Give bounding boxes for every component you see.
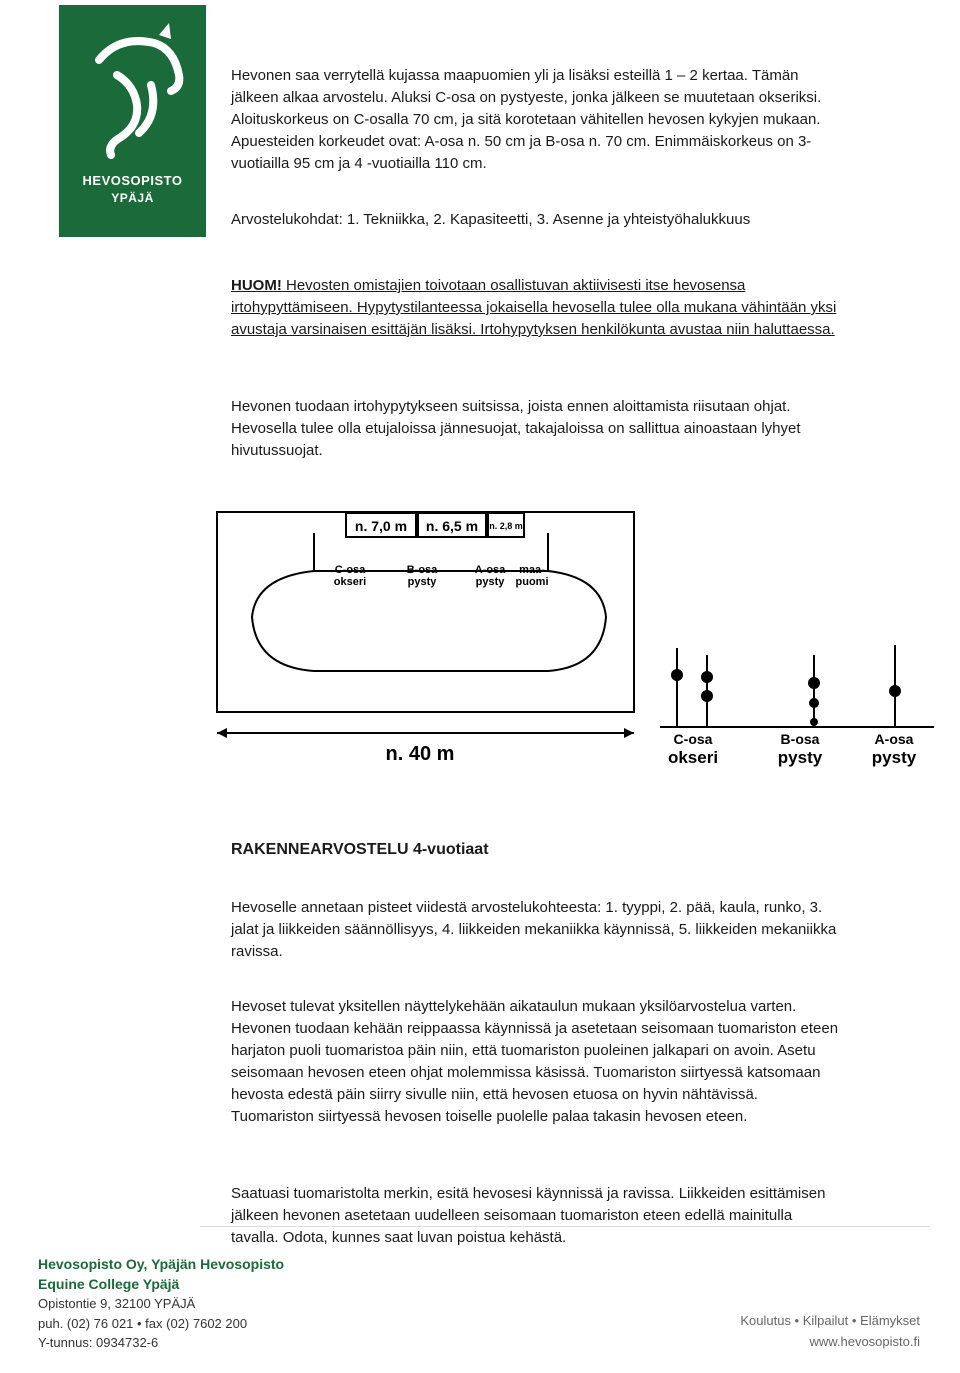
- c-part-label-2: okseri: [333, 576, 367, 588]
- footer-phone: puh. (02) 76 021 • fax (02) 7602 200: [38, 1315, 248, 1331]
- footer-divider: [200, 1226, 930, 1227]
- section-heading: RAKENNEARVOSTELU 4-vuotiaat: [231, 841, 489, 858]
- arena-outline: [217, 512, 634, 712]
- footer-business-id: Y-tunnus: 0934732-6: [38, 1335, 159, 1350]
- jump-a-label-1: A-osa: [874, 731, 914, 747]
- jump-c-label-2: okseri: [667, 748, 719, 767]
- footer-org-name: Hevosopisto Oy, Ypäjän Hevosopisto: [38, 1256, 285, 1272]
- huom-text: Hevosten omistajien toivotaan osallistuvan aktiivisesti itse hevosensa irtohypyttämiseen. Hypytystilanteessa jokaisella hevosella tulee olla mukana vähintään yksi avustaja varsinaisen esittäjän lisäksi. Irtohypytyksen henkilökunta avustaa niin haluttaessa.: [231, 277, 837, 338]
- huom-label: HUOM!: [231, 277, 282, 294]
- intro-paragraph: Hevonen saa verrytellä kujassa maapuomien yli ja lisäksi esteillä 1 – 2 kertaa. Tämän jälkeen alkaa arvostelu. Aluksi C-osa on pystyeste, jonka jälkeen se muutetaan okseriksi. Aloituskorkeus on C-osalla 70 cm, ja sitä korotetaan vähitellen hevosen kykyjen mukaan. Apuesteiden korkeudet ovat: A-osa n. 50 cm ja B-osa n. 70 cm. Enimmäiskorkeus on 3-vuotiailla 95 cm ja 4 -vuotiailla 110 cm.: [231, 67, 822, 172]
- b-part-label-2: pysty: [407, 576, 437, 588]
- arrow-right-icon: [624, 728, 634, 738]
- c-part-label-1: C-osa: [334, 564, 366, 576]
- jumping-lane-diagram: [210, 505, 940, 775]
- jump-c-label-1: C-osa: [673, 731, 713, 747]
- distance-2: n. 6,5 m: [425, 518, 479, 534]
- a-part-label-1: A-osa: [474, 564, 506, 576]
- distance-1: n. 7,0 m: [354, 518, 408, 534]
- ground-pole-label-2: puomi: [515, 576, 549, 588]
- huom-paragraph: [231, 275, 841, 341]
- distance-3: n. 2,8 m: [489, 521, 523, 531]
- jump-a-label-2: pysty: [871, 748, 917, 767]
- footer-contact: [38, 1255, 284, 1353]
- logo: [59, 5, 206, 237]
- logo-text-line2: YPÄJÄ: [111, 191, 154, 205]
- jump-b-label-2: pysty: [777, 748, 823, 767]
- jump-b-label-1: B-osa: [780, 731, 820, 747]
- b-part-label-1: B-osa: [406, 564, 438, 576]
- ground-pole-label-1: maa-: [519, 564, 545, 576]
- evaluation-criteria: Arvostelukohdat: 1. Tekniikka, 2. Kapasiteetti, 3. Asenne ja yhteistyöhalukkuus: [231, 211, 751, 228]
- footer-branding: [740, 1310, 920, 1352]
- footer-website[interactable]: www.hevosopisto.fi: [809, 1334, 920, 1349]
- length-label: n. 40 m: [385, 743, 455, 765]
- ring-procedure-paragraph: Hevoset tulevat yksitellen näyttelykehään aikataulun mukaan yksilöarvostelua varten. Hevonen tuodaan kehään reippaassa käynnissä ja asetetaan seisomaan tuomariston eteen harjaton puoli tuomaristoa päin niin, että tuomariston puoleinen jalkapari on avoin. Asetu seisomaan hevosen eteen ohjat molemmissa käsissä. Tuomariston siirtyessä katsomaan hevosta edestä päin siirry sivulle niin, että hevosen etuosa on hyvin nähtävissä. Tuomariston siirtyessä hevosen toiselle puolelle palaa takasin hevosen eteen.: [231, 998, 839, 1125]
- arrow-left-icon: [217, 728, 227, 738]
- scoring-paragraph: Hevoselle annetaan pisteet viidestä arvostelukohteesta: 1. tyyppi, 2. pää, kaula, runko, 3. jalat ja liikkeiden säännöllisyys, 4. liikkeiden mekaniikka käynnissä, 5. liikkeiden mekaniikka ravissa.: [231, 899, 837, 960]
- a-part-label-2: pysty: [475, 576, 505, 588]
- movement-paragraph: Saatuasi tuomaristolta merkin, esitä hevosesi käynnissä ja ravissa. Liikkeiden esittämisen jälkeen hevonen asetetaan uudelleen seisomaan tuomariston eteen edellä mainitulla tavalla. Odota, kunnes saat luvan poistua kehästä.: [231, 1185, 826, 1246]
- logo-text-line1: HEVOSOPISTO: [82, 173, 183, 188]
- footer-tagline: Koulutus • Kilpailut • Elämykset: [740, 1313, 920, 1328]
- footer-org-name-en: Equine College Ypäjä: [38, 1275, 180, 1292]
- footer-address: Opistontie 9, 32100 YPÄJÄ: [38, 1296, 196, 1311]
- equipment-paragraph: Hevonen tuodaan irtohypytykseen suitsissa, joista ennen aloittamista riisutaan ohjat. Hevosella tulee olla etujaloissa jännesuojat, takajaloissa on sallittua ainoastaan lyhyet hivutussuojat.: [231, 398, 801, 459]
- lane-outline: [252, 533, 606, 671]
